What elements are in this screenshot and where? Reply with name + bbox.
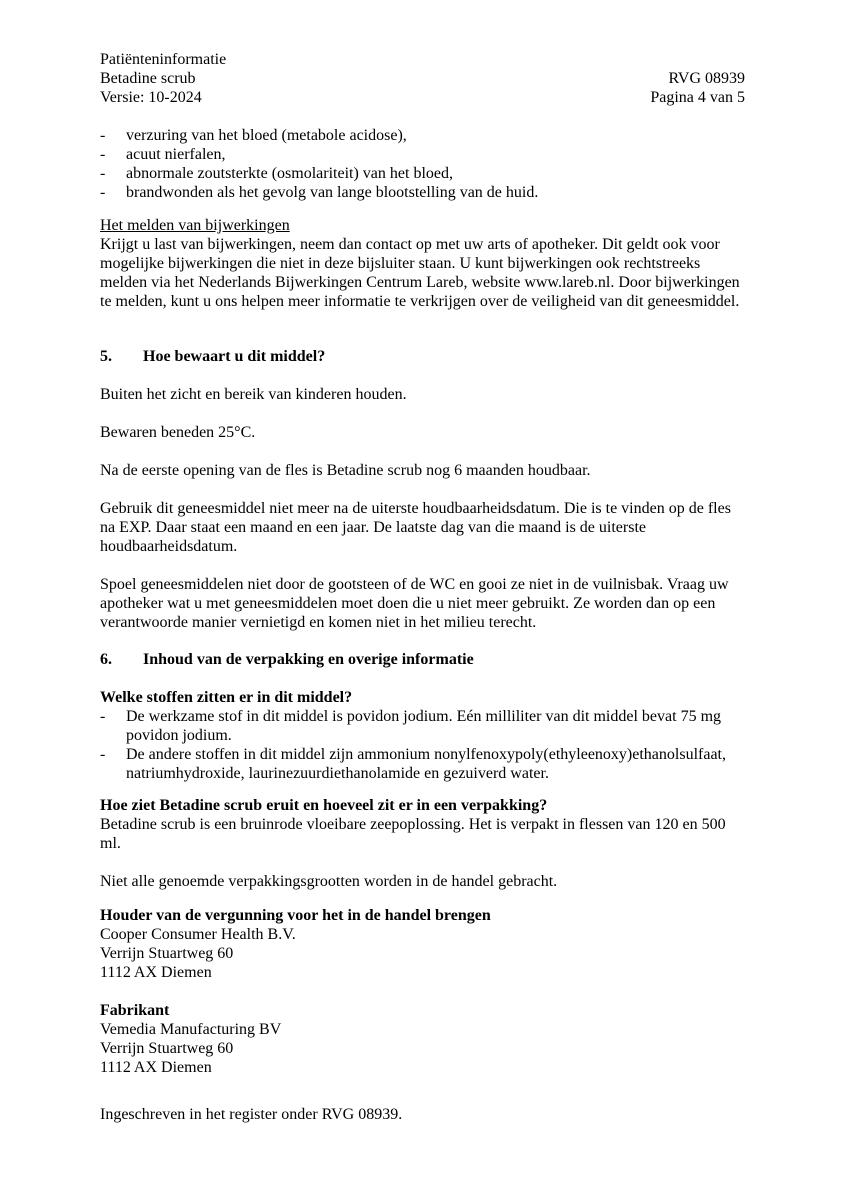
list-item-text: brandwonden als het gevolg van lange blootstelling van de huid. <box>126 184 539 201</box>
manufacturer-street: Verrijn Stuartweg 60 <box>100 1040 234 1057</box>
license-holder-name: Cooper Consumer Health B.V. <box>100 926 296 943</box>
substances-list <box>100 707 745 783</box>
product-name: Betadine scrub <box>100 70 196 87</box>
bullet-marker: - <box>100 146 106 163</box>
license-holder-block <box>100 906 745 982</box>
section6-number: 6. <box>100 651 112 668</box>
section6-heading <box>100 650 745 669</box>
manufacturer-block <box>100 1001 745 1077</box>
appearance-body: Betadine scrub is een bruinrode vloeibare zeepoplossing. Het is verpakt in flessen van 120 en 500 ml. <box>100 816 726 852</box>
bullet-marker: - <box>100 708 106 725</box>
appearance-heading: Hoe ziet Betadine scrub eruit en hoeveel zit er in een verpakking? <box>100 797 548 814</box>
header-row-2 <box>100 69 745 88</box>
manufacturer-city: 1112 AX Diemen <box>100 1059 212 1076</box>
license-holder-city: 1112 AX Diemen <box>100 964 212 981</box>
list-item <box>100 183 745 202</box>
page-indicator: Pagina 4 van 5 <box>650 89 745 106</box>
bullet-marker: - <box>100 184 106 201</box>
section5-para2: Bewaren beneden 25°C. <box>100 424 256 441</box>
reporting-heading: Het melden van bijwerkingen <box>100 217 290 234</box>
doc-type: Patiënteninformatie <box>100 51 227 68</box>
header-row-3 <box>100 88 745 107</box>
license-holder-heading: Houder van de vergunning voor het in de handel brengen <box>100 907 491 924</box>
substances-heading: Welke stoffen zitten er in dit middel? <box>100 689 353 706</box>
section5-number: 5. <box>100 348 112 365</box>
list-item <box>100 745 745 783</box>
list-item-text: De andere stoffen in dit middel zijn ammonium nonylfenoxypoly(ethyleenoxy)ethanolsulfaat, natriumhydroxide, laurinezuurdiethanolamide en gezuiverd water. <box>126 746 726 782</box>
list-item <box>100 145 745 164</box>
manufacturer-name: Vemedia Manufacturing BV <box>100 1021 282 1038</box>
section5-title: Hoe bewaart u dit middel? <box>143 348 326 365</box>
list-item-text: verzuring van het bloed (metabole acidose), <box>126 127 407 144</box>
reporting-body: Krijgt u last van bijwerkingen, neem dan contact op met uw arts of apotheker. Dit geldt ook voor mogelijke bijwerkingen die niet in deze bijsluiter staan. U kunt bijwerkingen ook rechtstreeks melden via het Nederlands Bijwerkingen Centrum Lareb, website www.lareb.nl. Door bijwerkingen te melden, kunt u ons helpen meer informatie te verkrijgen over de veiligheid van dit geneesmiddel. <box>100 236 740 310</box>
section5-para3: Na de eerste opening van de fles is Betadine scrub nog 6 maanden houdbaar. <box>100 462 591 479</box>
list-item-text: De werkzame stof in dit middel is povidon jodium. Eén milliliter van dit middel bevat 75 mg povidon jodium. <box>126 708 722 744</box>
list-item <box>100 707 745 745</box>
section5-para1: Buiten het zicht en bereik van kinderen houden. <box>100 386 407 403</box>
list-item-text: abnormale zoutsterkte (osmolariteit) van het bloed, <box>126 165 453 182</box>
section5-para5: Spoel geneesmiddelen niet door de gootsteen of de WC en gooi ze niet in de vuilnisbak. Vraag uw apotheker wat u met geneesmiddelen moet doen die u niet meer gebruikt. Ze worden dan op een verantwoorde manier vernietigd en komen niet in het milieu terecht. <box>100 576 729 631</box>
rvg-number: RVG 08939 <box>668 70 745 87</box>
section5-heading <box>100 347 745 366</box>
bullet-marker: - <box>100 127 106 144</box>
registration-line: Ingeschreven in het register onder RVG 08939. <box>100 1106 403 1123</box>
license-holder-street: Verrijn Stuartweg 60 <box>100 945 234 962</box>
header-row-1 <box>100 50 745 69</box>
page-header <box>100 50 745 107</box>
list-item <box>100 126 745 145</box>
list-item-text: acuut nierfalen, <box>126 146 226 163</box>
appearance-note: Niet alle genoemde verpakkingsgrootten worden in de handel gebracht. <box>100 873 558 890</box>
version-label: Versie: 10-2024 <box>100 89 202 106</box>
section6-title: Inhoud van de verpakking en overige informatie <box>143 651 474 668</box>
side-effects-list <box>100 126 745 202</box>
bullet-marker: - <box>100 165 106 182</box>
bullet-marker: - <box>100 746 106 763</box>
manufacturer-heading: Fabrikant <box>100 1002 170 1019</box>
section5-para4: Gebruik dit geneesmiddel niet meer na de uiterste houdbaarheidsdatum. Die is te vinden op de fles na EXP. Daar staat een maand en een jaar. De laatste dag van die maand is de uiterste houdbaarheidsdatum. <box>100 500 731 555</box>
list-item <box>100 164 745 183</box>
